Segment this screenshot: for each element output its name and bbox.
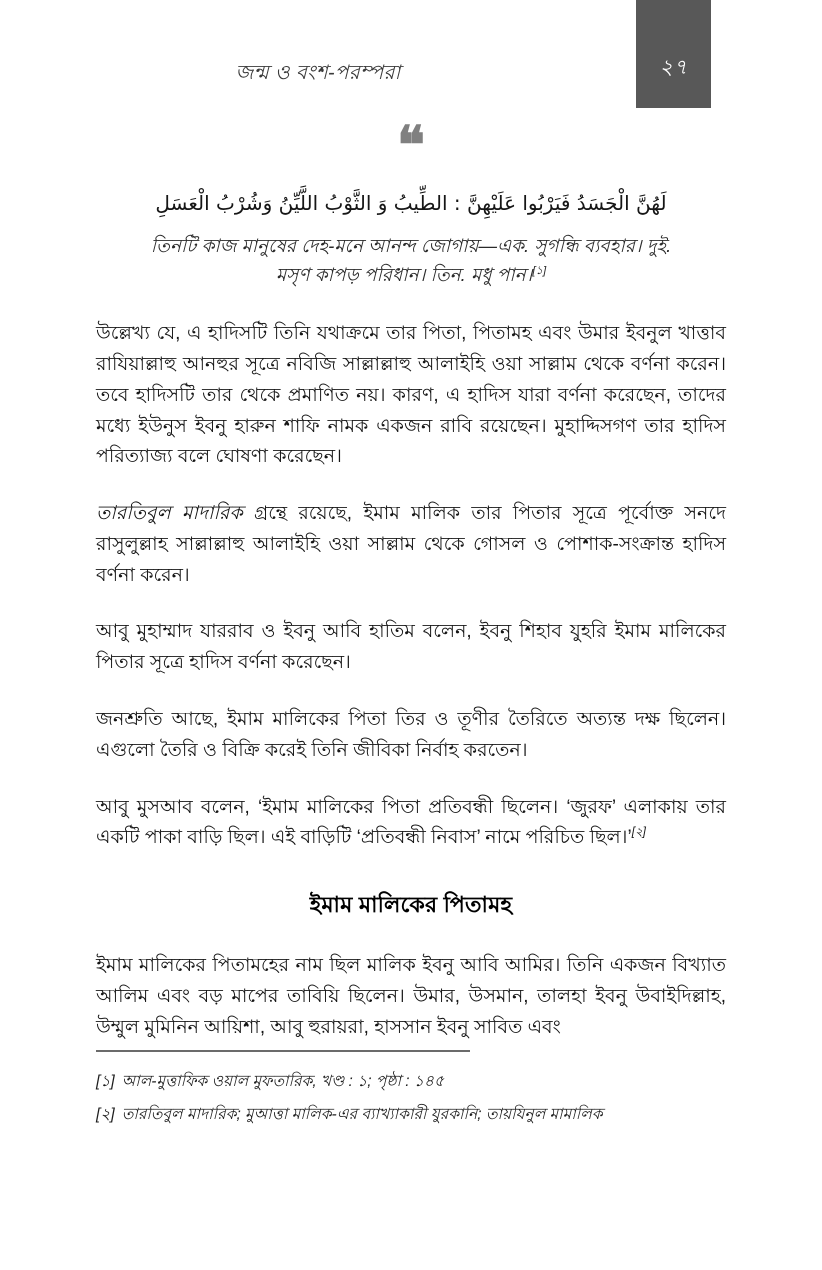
paragraph-2-rest: গ্রন্থে রয়েছে, ইমাম মালিক তার পিতার সূত্রে পূর্বোক্ত সনদে রাসুলুল্লাহ সাল্লাল্লাহু আলাইহি ওয়া সাল্লাম থেকে গোসল ও পোশাক-সংক্রান্ত হাদিস বর্ণনা করেন। [96,503,726,586]
footnotes-area [96,1050,726,1137]
footnote-marker: [১] [96,1073,115,1090]
arabic-hadith-text: لَهُنَّ الْجَسَدُ فَيَرْبُوا عَلَيْهِنَّ : الطِّيبُ وَ الثَّوْبُ اللَّيِّنُ وَشُرْبُ الْعَسَلِ [155,191,667,215]
paragraph-4: জনশ্রুতি আছে, ইমাম মালিকের পিতা তির ও তূণীর তৈরিতে অত্যন্ত দক্ষ ছিলেন। এগুলো তৈরি ও বিক্রি করেই তিনি জীবিকা নির্বাহ করতেন। [96,709,726,761]
footnote-separator-rule [96,1050,470,1052]
footnote-text: আল-মুত্তাফিক ওয়াল মুফতারিক, খণ্ড : ১; পৃষ্ঠা : ১৪৫ [121,1073,445,1090]
paragraph-6: ইমাম মালিকের পিতামহের নাম ছিল মালিক ইবনু আবি আমির। তিনি একজন বিখ্যাত আলিম এবং বড় মাপের তাবিয়ি ছিলেন। উমার, উসমান, তালহা ইবনু উবাইদিল্লাহ, উম্মুল মুমিনিন আয়িশা, আবু হুরায়রা, হাসসান ইবনু সাবিত এবং [96,955,726,1038]
footnote-ref-1[interactable]: [১] [532,264,547,277]
quote-mark-icon: ❝ [397,115,425,176]
paragraph-3: আবু মুহাম্মাদ যাররাব ও ইবনু আবি হাতিম বলেন, ইবনু শিহাব যুহরি ইমাম মালিকের পিতার সূত্রে হাদিস বর্ণনা করেছেন। [96,621,726,674]
hadith-translation [134,232,688,289]
translation-line-1: তিনটি কাজ মানুষের দেহ-মনে আনন্দ জোগায়—এক. সুগন্ধি ব্যবহার। দুই. [150,235,672,256]
page-number: ২৭ [659,56,688,79]
book-title-tartibul-madarik: তারতিবুল মাদারিক [96,503,243,525]
paragraph-5-text: আবু মুসআব বলেন, ‘ইমাম মালিকের পিতা প্রতিবন্ধী ছিলেন। ‘জুরফ’ এলাকায় তার একটি পাকা বাড়ি ছিল। এই বাড়িটি ‘প্রতিবন্ধী নিবাস’ নামে পরিচিত ছিল।’ [96,796,726,849]
footnote-item [96,1103,726,1126]
page-number-box [636,0,711,108]
paragraph-2 [96,499,726,591]
footnote-text: তারতিবুল মাদারিক; মুআত্তা মালিক-এর ব্যাখ্যাকারী যুরকানি; তায়যিনুল মামালিক [121,1106,603,1124]
page-content [96,115,726,1043]
footnote-item [96,1070,726,1093]
paragraph-5 [96,793,726,855]
footnote-ref-2[interactable]: [২] [631,825,646,839]
section-heading: ইমাম মালিকের পিতামহ [309,892,513,918]
translation-line-2: মসৃণ কাপড় পরিধান। তিন. মধু পান। [275,263,533,285]
paragraph-1: উল্লেখ্য যে, এ হাদিসটি তিনি যথাক্রমে তার পিতা, পিতামহ এবং উমার ইবনুল খাত্তাব রাযিয়াল্লাহু আনহুর সূত্রে নবিজি সাল্লাল্লাহু আলাইহি ওয়া সাল্লাম থেকে বর্ণনা করেন। তবে হাদিসটি তার থেকে প্রমাণিত নয়। কারণ, এ হাদিস যারা বর্ণনা করেছেন, তাদের মধ্যে ইউনুস ইবনু হারুন শাফি নামক একজন রাবি রয়েছেন। মুহাদ্দিসগণ তার হাদিস পরিত্যাজ্য বলে ঘোষণা করেছেন। [96,323,726,468]
running-header-title: জন্ম ও বংশ-পরম্পরা [235,62,401,84]
footnote-marker: [২] [96,1106,115,1124]
